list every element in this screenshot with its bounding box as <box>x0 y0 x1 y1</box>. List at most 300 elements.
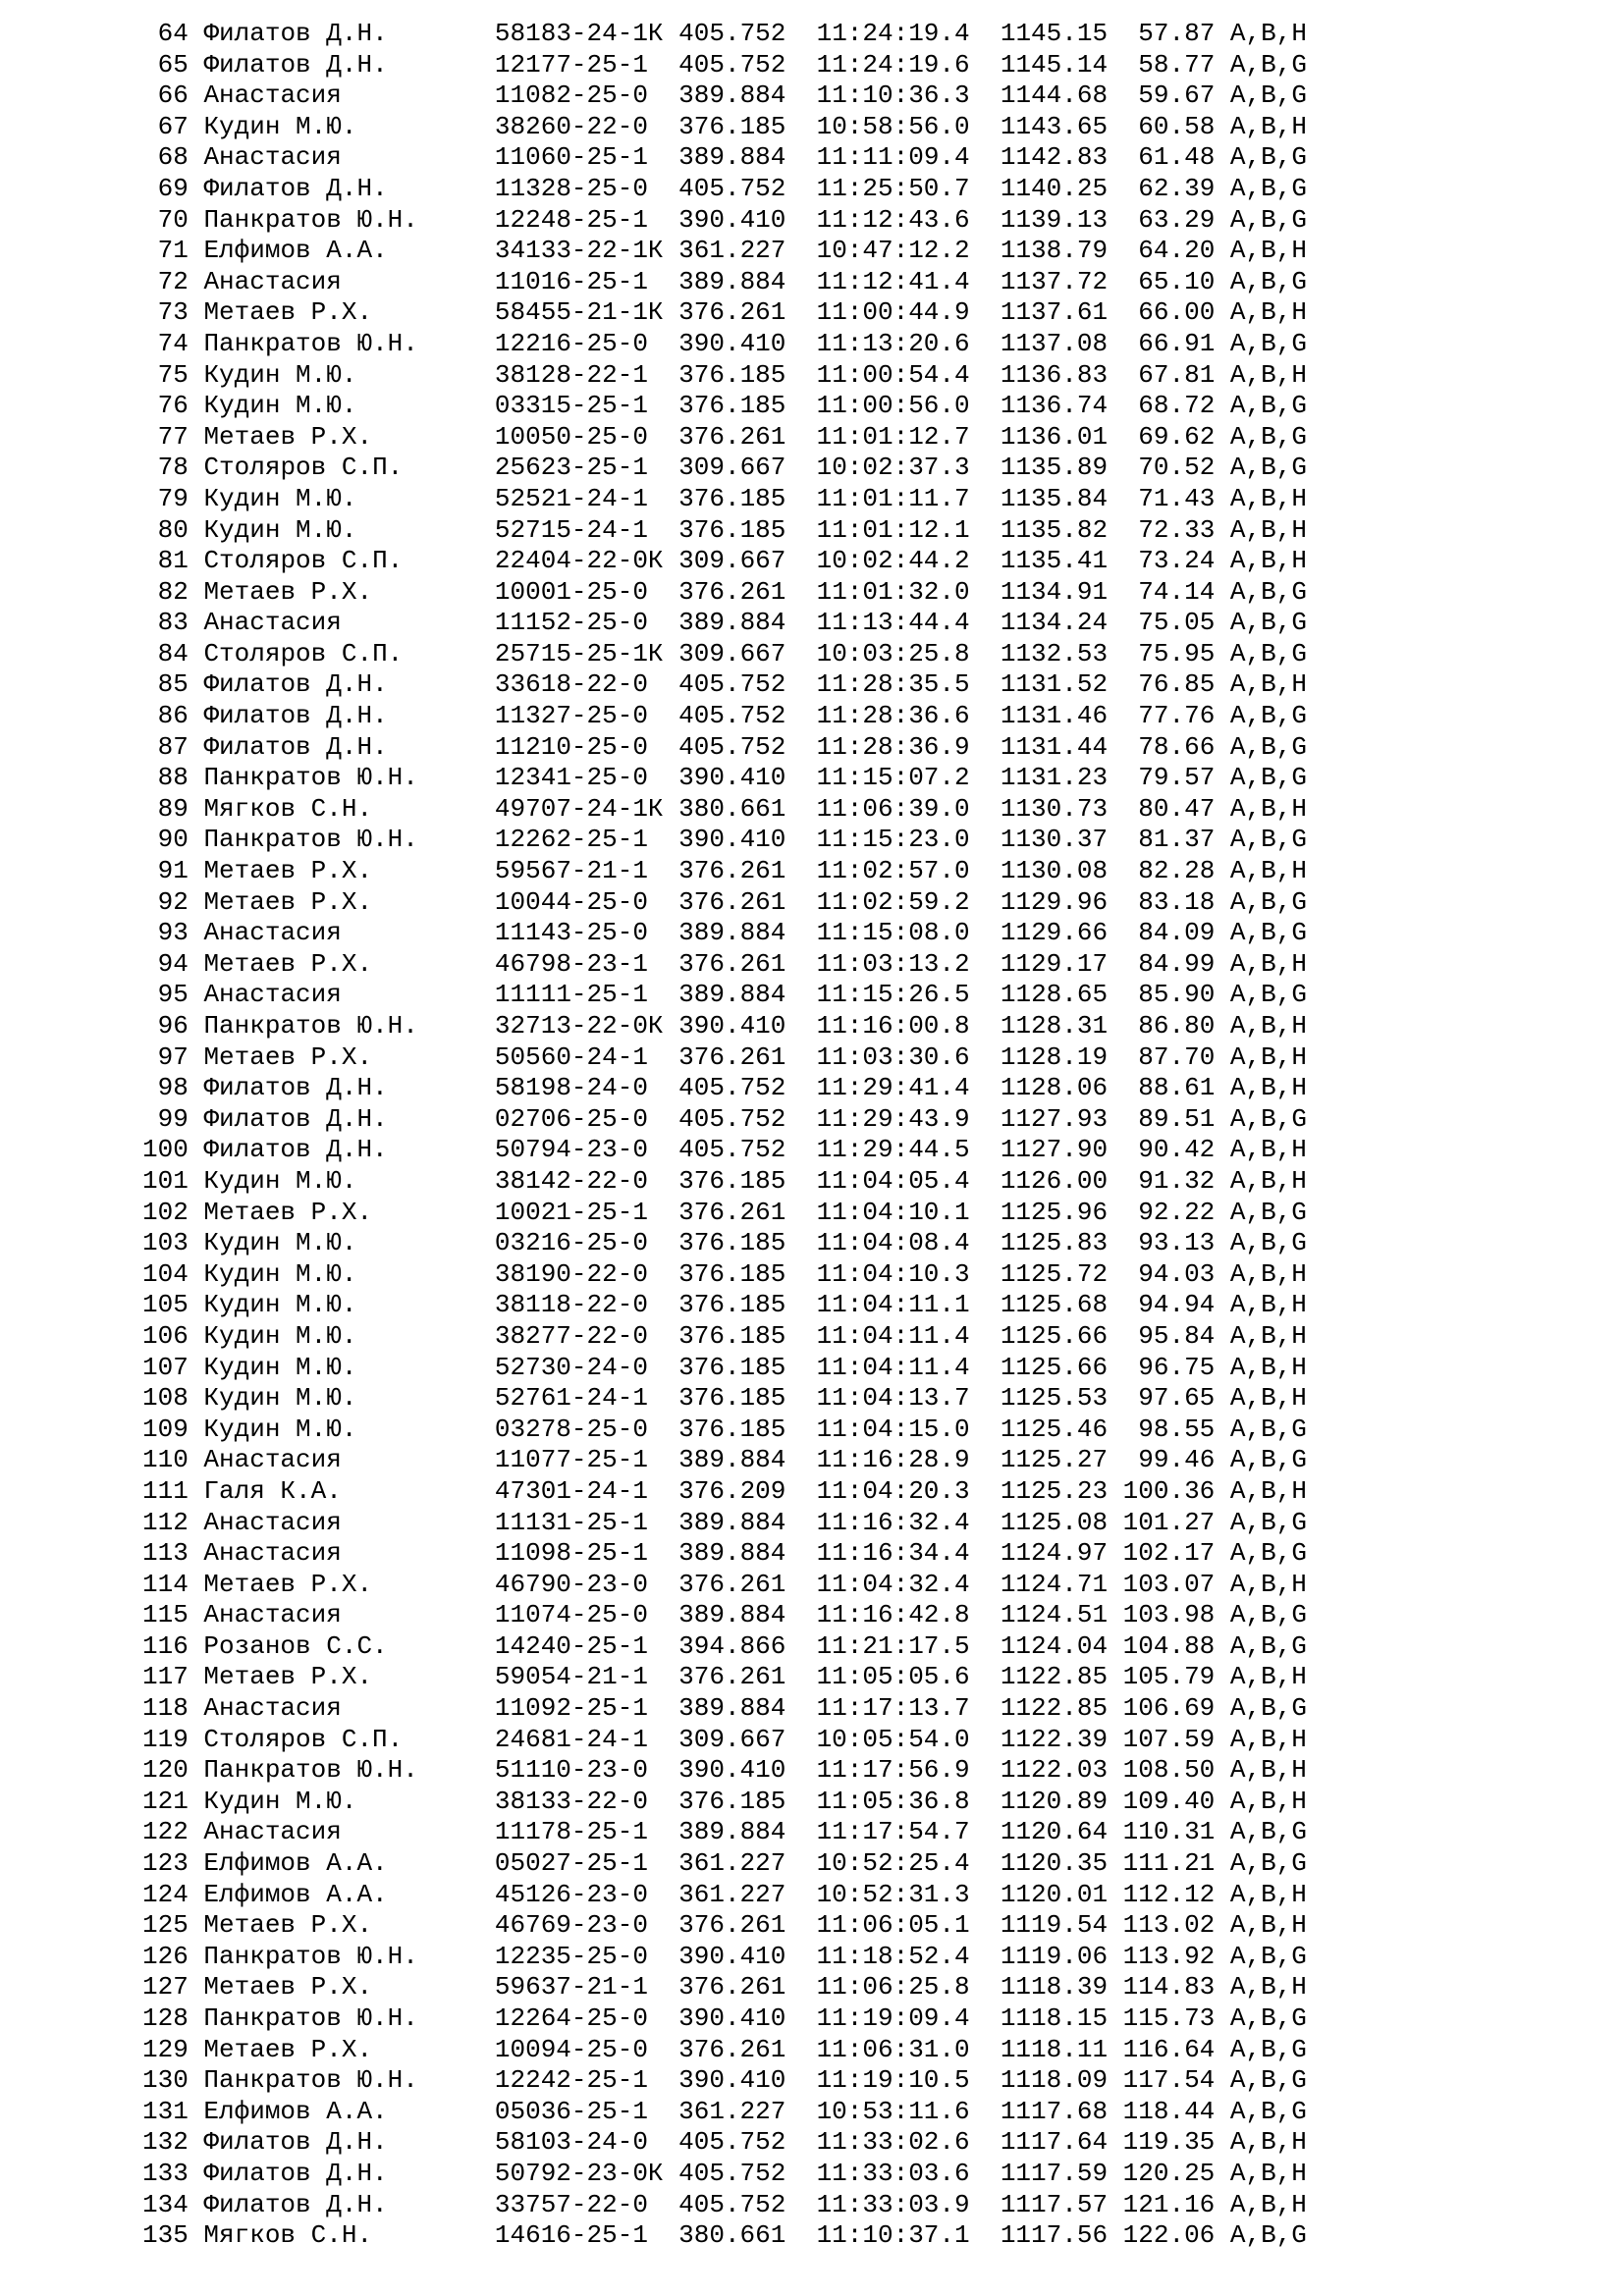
cell-coefficient: 103.07 <box>1122 1569 1216 1599</box>
cell-speed: 1136.74 <box>1000 391 1109 421</box>
cell-ring-id: 38277-22-0 <box>494 1320 648 1351</box>
cell-speed: 1117.64 <box>1000 2127 1109 2158</box>
cell-arrival-time: 11:00:54.4 <box>816 359 970 390</box>
cell-categories: A,B,G <box>1229 2065 1307 2096</box>
cell-place: 87 <box>157 731 189 762</box>
cell-ring-id: 52521-24-1 <box>494 483 648 513</box>
cell-distance: 390.410 <box>678 1011 786 1041</box>
cell-place: 79 <box>157 483 189 513</box>
cell-name: Столяров С.П. <box>203 638 404 668</box>
cell-coefficient: 112.12 <box>1122 1879 1216 1909</box>
cell-arrival-time: 11:24:19.6 <box>816 49 970 80</box>
cell-speed: 1122.39 <box>1000 1724 1109 1754</box>
cell-speed: 1118.11 <box>1000 2034 1109 2064</box>
cell-categories: A,B,G <box>1229 1693 1307 1724</box>
cell-arrival-time: 11:11:09.4 <box>816 142 970 173</box>
cell-arrival-time: 11:24:19.4 <box>816 19 970 48</box>
cell-coefficient: 92.22 <box>1138 1197 1216 1227</box>
table-row <box>142 422 1307 454</box>
cell-speed: 1118.15 <box>1000 2003 1109 2033</box>
cell-speed: 1137.61 <box>1000 297 1109 328</box>
cell-name: Кудин М.Ю. <box>203 111 357 141</box>
cell-name: Метаев Р.Х. <box>203 1972 373 2002</box>
cell-ring-id: 52730-24-0 <box>494 1352 648 1382</box>
cell-name: Панкратов Ю.Н. <box>203 2003 418 2033</box>
cell-name: Кудин М.Ю. <box>203 391 357 421</box>
table-row <box>142 2159 1307 2190</box>
cell-ring-id: 11327-25-0 <box>494 701 648 731</box>
cell-distance: 390.410 <box>678 1755 786 1786</box>
table-row <box>142 1383 1307 1415</box>
table-row <box>142 515 1307 547</box>
cell-name: Анастасия <box>203 918 342 948</box>
cell-coefficient: 74.14 <box>1138 576 1216 607</box>
cell-name: Метаев Р.Х. <box>203 1197 373 1227</box>
cell-place: 102 <box>142 1197 189 1227</box>
cell-coefficient: 84.99 <box>1138 948 1216 979</box>
cell-categories: A,B,H <box>1229 793 1307 824</box>
cell-arrival-time: 11:12:41.4 <box>816 266 970 296</box>
table-row <box>142 669 1307 701</box>
cell-name: Кудин М.Ю. <box>203 1352 357 1382</box>
cell-place: 71 <box>157 236 189 266</box>
cell-place: 106 <box>142 1320 189 1351</box>
cell-coefficient: 94.94 <box>1138 1290 1216 1320</box>
cell-place: 67 <box>157 111 189 141</box>
cell-coefficient: 75.05 <box>1138 608 1216 638</box>
cell-distance: 389.884 <box>678 1817 786 1847</box>
cell-categories: A,B,G <box>1229 1630 1307 1661</box>
cell-place: 109 <box>142 1414 189 1444</box>
cell-coefficient: 109.40 <box>1122 1786 1216 1816</box>
cell-speed: 1136.01 <box>1000 421 1109 452</box>
cell-arrival-time: 11:04:10.3 <box>816 1258 970 1289</box>
cell-name: Панкратов Ю.Н. <box>203 1011 418 1041</box>
cell-arrival-time: 10:52:25.4 <box>816 1848 970 1879</box>
cell-categories: A,B,G <box>1229 1848 1307 1879</box>
cell-place: 129 <box>142 2034 189 2064</box>
cell-speed: 1125.96 <box>1000 1197 1109 1227</box>
cell-categories: A,B,H <box>1229 2127 1307 2158</box>
cell-ring-id: 59567-21-1 <box>494 856 648 886</box>
cell-distance: 376.185 <box>678 111 786 141</box>
cell-name: Метаев Р.Х. <box>203 886 373 917</box>
table-row <box>142 887 1307 919</box>
cell-speed: 1128.65 <box>1000 980 1109 1010</box>
cell-categories: A,B,G <box>1229 1941 1307 1971</box>
cell-categories: A,B,G <box>1229 825 1307 855</box>
cell-arrival-time: 11:29:41.4 <box>816 1073 970 1103</box>
cell-distance: 361.227 <box>678 236 786 266</box>
cell-distance: 390.410 <box>678 204 786 235</box>
cell-name: Анастасия <box>203 142 342 173</box>
cell-coefficient: 96.75 <box>1138 1352 1216 1382</box>
table-row <box>142 732 1307 764</box>
cell-place: 88 <box>157 763 189 793</box>
table-row <box>142 329 1307 360</box>
cell-name: Филатов Д.Н. <box>203 49 388 80</box>
cell-categories: A,B,G <box>1229 1600 1307 1630</box>
cell-place: 74 <box>157 328 189 358</box>
cell-speed: 1127.93 <box>1000 1103 1109 1134</box>
cell-arrival-time: 11:03:13.2 <box>816 948 970 979</box>
cell-coefficient: 77.76 <box>1138 701 1216 731</box>
table-row <box>142 856 1307 887</box>
cell-categories: A,B,H <box>1229 111 1307 141</box>
results-table <box>142 19 1307 2252</box>
cell-distance: 376.185 <box>678 1383 786 1414</box>
cell-ring-id: 50560-24-1 <box>494 1041 648 1072</box>
cell-distance: 394.866 <box>678 1630 786 1661</box>
cell-name: Анастасия <box>203 1445 342 1475</box>
cell-coefficient: 66.00 <box>1138 297 1216 328</box>
cell-place: 133 <box>142 2158 189 2188</box>
cell-distance: 405.752 <box>678 1073 786 1103</box>
cell-coefficient: 67.81 <box>1138 359 1216 390</box>
cell-distance: 389.884 <box>678 1693 786 1724</box>
cell-distance: 376.261 <box>678 576 786 607</box>
cell-arrival-time: 11:10:37.1 <box>816 2220 970 2251</box>
cell-ring-id: 11143-25-0 <box>494 918 648 948</box>
table-row <box>142 980 1307 1011</box>
cell-place: 105 <box>142 1290 189 1320</box>
cell-speed: 1125.23 <box>1000 1475 1109 1506</box>
cell-arrival-time: 11:19:10.5 <box>816 2065 970 2096</box>
table-row <box>142 1910 1307 1942</box>
cell-arrival-time: 11:33:02.6 <box>816 2127 970 2158</box>
cell-ring-id: 12341-25-0 <box>494 763 648 793</box>
cell-distance: 389.884 <box>678 980 786 1010</box>
cell-name: Метаев Р.Х. <box>203 1041 373 1072</box>
cell-name: Панкратов Ю.Н. <box>203 1941 418 1971</box>
cell-speed: 1129.17 <box>1000 948 1109 979</box>
cell-arrival-time: 11:01:12.1 <box>816 514 970 545</box>
cell-categories: A,B,G <box>1229 204 1307 235</box>
cell-categories: A,B,H <box>1229 297 1307 328</box>
cell-distance: 376.185 <box>678 359 786 390</box>
cell-name: Филатов Д.Н. <box>203 731 388 762</box>
cell-place: 90 <box>157 825 189 855</box>
table-row <box>142 1228 1307 1259</box>
cell-ring-id: 11111-25-1 <box>494 980 648 1010</box>
cell-coefficient: 71.43 <box>1138 483 1216 513</box>
cell-categories: A,B,H <box>1229 1073 1307 1103</box>
cell-speed: 1137.72 <box>1000 266 1109 296</box>
cell-place: 84 <box>157 638 189 668</box>
cell-coefficient: 82.28 <box>1138 856 1216 886</box>
cell-place: 73 <box>157 297 189 328</box>
table-row <box>142 577 1307 609</box>
cell-coefficient: 69.62 <box>1138 421 1216 452</box>
cell-categories: A,B,G <box>1229 1507 1307 1537</box>
cell-distance: 376.261 <box>678 1910 786 1941</box>
cell-place: 107 <box>142 1352 189 1382</box>
cell-distance: 376.261 <box>678 1197 786 1227</box>
table-row <box>142 1600 1307 1631</box>
cell-distance: 389.884 <box>678 80 786 111</box>
cell-place: 116 <box>142 1630 189 1661</box>
cell-ring-id: 58103-24-0 <box>494 2127 648 2158</box>
cell-ring-id: 51110-23-0 <box>494 1755 648 1786</box>
cell-coefficient: 57.87 <box>1138 19 1216 48</box>
table-row <box>142 1073 1307 1104</box>
cell-categories: A,B,G <box>1229 980 1307 1010</box>
cell-coefficient: 58.77 <box>1138 49 1216 80</box>
cell-coefficient: 63.29 <box>1138 204 1216 235</box>
cell-place: 125 <box>142 1910 189 1941</box>
cell-place: 78 <box>157 453 189 483</box>
cell-ring-id: 58198-24-0 <box>494 1073 648 1103</box>
cell-name: Филатов Д.Н. <box>203 2127 388 2158</box>
cell-coefficient: 72.33 <box>1138 514 1216 545</box>
cell-speed: 1139.13 <box>1000 204 1109 235</box>
cell-distance: 405.752 <box>678 173 786 203</box>
cell-name: Метаев Р.Х. <box>203 1569 373 1599</box>
cell-name: Филатов Д.Н. <box>203 701 388 731</box>
table-row <box>142 1166 1307 1198</box>
cell-name: Метаев Р.Х. <box>203 297 373 328</box>
table-row <box>142 2065 1307 2097</box>
cell-ring-id: 10094-25-0 <box>494 2034 648 2064</box>
cell-speed: 1119.06 <box>1000 1941 1109 1971</box>
cell-arrival-time: 11:06:31.0 <box>816 2034 970 2064</box>
cell-name: Кудин М.Ю. <box>203 1320 357 1351</box>
cell-ring-id: 03216-25-0 <box>494 1228 648 1258</box>
table-row <box>142 1972 1307 2003</box>
cell-speed: 1120.89 <box>1000 1786 1109 1816</box>
table-row <box>142 19 1307 50</box>
cell-ring-id: 10050-25-0 <box>494 421 648 452</box>
cell-distance: 376.185 <box>678 1352 786 1382</box>
cell-arrival-time: 11:18:52.4 <box>816 1941 970 1971</box>
cell-arrival-time: 11:01:32.0 <box>816 576 970 607</box>
cell-place: 135 <box>142 2220 189 2251</box>
table-row <box>142 1693 1307 1725</box>
cell-speed: 1127.90 <box>1000 1135 1109 1165</box>
cell-arrival-time: 11:04:11.4 <box>816 1320 970 1351</box>
table-row <box>142 1570 1307 1601</box>
cell-speed: 1124.97 <box>1000 1538 1109 1569</box>
cell-categories: A,B,G <box>1229 731 1307 762</box>
cell-distance: 376.185 <box>678 1228 786 1258</box>
cell-coefficient: 66.91 <box>1138 328 1216 358</box>
table-row <box>142 360 1307 392</box>
cell-arrival-time: 11:16:28.9 <box>816 1445 970 1475</box>
cell-speed: 1126.00 <box>1000 1165 1109 1196</box>
cell-distance: 389.884 <box>678 1445 786 1475</box>
cell-distance: 405.752 <box>678 701 786 731</box>
table-row <box>142 1787 1307 1818</box>
cell-arrival-time: 11:25:50.7 <box>816 173 970 203</box>
cell-arrival-time: 11:06:25.8 <box>816 1972 970 2002</box>
cell-name: Анастасия <box>203 980 342 1010</box>
cell-categories: A,B,H <box>1229 2189 1307 2219</box>
cell-ring-id: 10001-25-0 <box>494 576 648 607</box>
cell-name: Филатов Д.Н. <box>203 2158 388 2188</box>
cell-arrival-time: 10:02:37.3 <box>816 453 970 483</box>
cell-place: 118 <box>142 1693 189 1724</box>
table-row <box>142 80 1307 112</box>
cell-coefficient: 91.32 <box>1138 1165 1216 1196</box>
cell-place: 110 <box>142 1445 189 1475</box>
cell-place: 66 <box>157 80 189 111</box>
cell-speed: 1117.56 <box>1000 2220 1109 2251</box>
cell-name: Елфимов А.А. <box>203 1879 388 1909</box>
cell-name: Анастасия <box>203 1507 342 1537</box>
cell-coefficient: 111.21 <box>1122 1848 1216 1879</box>
cell-ring-id: 05027-25-1 <box>494 1848 648 1879</box>
cell-name: Анастасия <box>203 266 342 296</box>
cell-coefficient: 114.83 <box>1122 1972 1216 2002</box>
cell-name: Панкратов Ю.Н. <box>203 2065 418 2096</box>
cell-speed: 1142.83 <box>1000 142 1109 173</box>
cell-categories: A,B,G <box>1229 608 1307 638</box>
cell-name: Елфимов А.А. <box>203 2096 388 2126</box>
cell-distance: 405.752 <box>678 1135 786 1165</box>
cell-coefficient: 79.57 <box>1138 763 1216 793</box>
cell-ring-id: 03315-25-1 <box>494 391 648 421</box>
table-row <box>142 1290 1307 1321</box>
table-row <box>142 546 1307 577</box>
cell-place: 124 <box>142 1879 189 1909</box>
cell-distance: 376.261 <box>678 297 786 328</box>
cell-arrival-time: 11:13:20.6 <box>816 328 970 358</box>
cell-arrival-time: 11:15:07.2 <box>816 763 970 793</box>
cell-coefficient: 65.10 <box>1138 266 1216 296</box>
cell-distance: 376.185 <box>678 1290 786 1320</box>
table-row <box>142 1445 1307 1476</box>
cell-categories: A,B,H <box>1229 546 1307 576</box>
cell-speed: 1131.23 <box>1000 763 1109 793</box>
cell-ring-id: 12248-25-1 <box>494 204 648 235</box>
table-row <box>142 1135 1307 1166</box>
table-row <box>142 1631 1307 1663</box>
cell-arrival-time: 11:13:44.4 <box>816 608 970 638</box>
cell-categories: A,B,H <box>1229 1972 1307 2002</box>
cell-ring-id: 11092-25-1 <box>494 1693 648 1724</box>
cell-speed: 1119.54 <box>1000 1910 1109 1941</box>
cell-place: 97 <box>157 1041 189 1072</box>
cell-categories: A,B,H <box>1229 1258 1307 1289</box>
cell-name: Панкратов Ю.Н. <box>203 1755 418 1786</box>
cell-categories: A,B,G <box>1229 1103 1307 1134</box>
table-row <box>142 1880 1307 1911</box>
cell-coefficient: 118.44 <box>1122 2096 1216 2126</box>
cell-name: Столяров С.П. <box>203 1724 404 1754</box>
table-row <box>142 1104 1307 1136</box>
table-row <box>142 1817 1307 1848</box>
cell-categories: A,B,H <box>1229 1724 1307 1754</box>
cell-coefficient: 106.69 <box>1122 1693 1216 1724</box>
cell-arrival-time: 11:06:39.0 <box>816 793 970 824</box>
cell-distance: 390.410 <box>678 825 786 855</box>
cell-distance: 389.884 <box>678 608 786 638</box>
cell-name: Анастасия <box>203 1600 342 1630</box>
cell-name: Метаев Р.Х. <box>203 1662 373 1692</box>
table-row <box>142 1353 1307 1384</box>
cell-ring-id: 11178-25-1 <box>494 1817 648 1847</box>
cell-coefficient: 64.20 <box>1138 236 1216 266</box>
cell-speed: 1124.71 <box>1000 1569 1109 1599</box>
cell-speed: 1117.68 <box>1000 2096 1109 2126</box>
cell-place: 69 <box>157 173 189 203</box>
cell-categories: A,B,G <box>1229 1817 1307 1847</box>
cell-name: Кудин М.Ю. <box>203 1786 357 1816</box>
cell-ring-id: 12242-25-1 <box>494 2065 648 2096</box>
cell-categories: A,B,G <box>1229 328 1307 358</box>
cell-ring-id: 11098-25-1 <box>494 1538 648 1569</box>
cell-name: Филатов Д.Н. <box>203 669 388 700</box>
cell-distance: 380.661 <box>678 2220 786 2251</box>
cell-coefficient: 70.52 <box>1138 453 1216 483</box>
cell-speed: 1120.01 <box>1000 1879 1109 1909</box>
cell-distance: 389.884 <box>678 1538 786 1569</box>
cell-ring-id: 22404-22-0К <box>494 546 664 576</box>
cell-name: Филатов Д.Н. <box>203 1073 388 1103</box>
cell-name: Анастасия <box>203 1538 342 1569</box>
cell-place: 99 <box>157 1103 189 1134</box>
cell-coefficient: 83.18 <box>1138 886 1216 917</box>
cell-distance: 309.667 <box>678 1724 786 1754</box>
cell-place: 95 <box>157 980 189 1010</box>
table-row <box>142 267 1307 298</box>
cell-speed: 1125.08 <box>1000 1507 1109 1537</box>
cell-coefficient: 61.48 <box>1138 142 1216 173</box>
cell-place: 94 <box>157 948 189 979</box>
cell-distance: 376.209 <box>678 1475 786 1506</box>
cell-ring-id: 12235-25-0 <box>494 1941 648 1971</box>
cell-name: Панкратов Ю.Н. <box>203 763 418 793</box>
cell-distance: 376.261 <box>678 856 786 886</box>
cell-categories: A,B,G <box>1229 2003 1307 2033</box>
cell-distance: 390.410 <box>678 1941 786 1971</box>
cell-distance: 405.752 <box>678 669 786 700</box>
cell-distance: 389.884 <box>678 1600 786 1630</box>
cell-name: Мягков С.Н. <box>203 2220 373 2251</box>
cell-name: Елфимов А.А. <box>203 236 388 266</box>
cell-name: Кудин М.Ю. <box>203 1290 357 1320</box>
table-row <box>142 1538 1307 1570</box>
cell-distance: 405.752 <box>678 19 786 48</box>
cell-categories: A,B,H <box>1229 1910 1307 1941</box>
cell-distance: 405.752 <box>678 49 786 80</box>
cell-distance: 376.185 <box>678 391 786 421</box>
cell-distance: 376.261 <box>678 1972 786 2002</box>
cell-speed: 1120.35 <box>1000 1848 1109 1879</box>
cell-distance: 389.884 <box>678 266 786 296</box>
cell-categories: A,B,H <box>1229 2158 1307 2188</box>
cell-coefficient: 119.35 <box>1122 2127 1216 2158</box>
table-row <box>142 825 1307 856</box>
cell-categories: A,B,H <box>1229 1135 1307 1165</box>
cell-categories: A,B,G <box>1229 1228 1307 1258</box>
cell-place: 108 <box>142 1383 189 1414</box>
cell-speed: 1137.08 <box>1000 328 1109 358</box>
cell-place: 113 <box>142 1538 189 1569</box>
table-row <box>142 1476 1307 1508</box>
cell-distance: 376.261 <box>678 1662 786 1692</box>
cell-arrival-time: 11:06:05.1 <box>816 1910 970 1941</box>
cell-arrival-time: 11:04:20.3 <box>816 1475 970 1506</box>
cell-speed: 1118.09 <box>1000 2065 1109 2096</box>
cell-speed: 1130.08 <box>1000 856 1109 886</box>
cell-ring-id: 11152-25-0 <box>494 608 648 638</box>
cell-speed: 1125.27 <box>1000 1445 1109 1475</box>
cell-categories: A,B,H <box>1229 669 1307 700</box>
cell-place: 128 <box>142 2003 189 2033</box>
cell-place: 72 <box>157 266 189 296</box>
cell-categories: A,B,H <box>1229 19 1307 48</box>
